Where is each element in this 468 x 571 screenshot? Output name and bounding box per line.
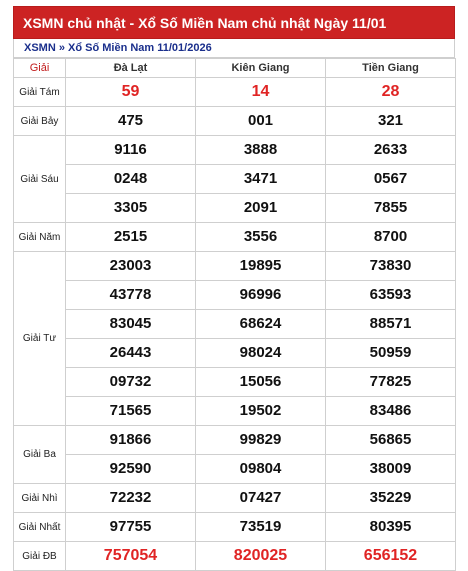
result-number: 0567 [373,170,408,187]
result-number: 43778 [109,286,152,303]
result-number: 99829 [239,431,282,448]
table-row [14,455,456,484]
result-number: 3305 [113,199,148,216]
result-number: 73830 [369,257,412,274]
result-cell [66,107,196,136]
prize-label: Giải Năm [14,223,66,252]
result-cell [326,136,456,165]
result-cell [196,78,326,107]
prize-label: Giải ĐB [14,542,66,571]
breadcrumb[interactable]: XSMN » Xổ Số Miền Nam 11/01/2026 [13,39,455,58]
table-row [14,223,456,252]
result-cell [66,281,196,310]
result-number: 7855 [373,199,408,216]
result-cell [66,78,196,107]
table-row [14,484,456,513]
results-panel [13,6,455,571]
result-number: 38009 [369,460,412,477]
result-cell [66,194,196,223]
result-cell [326,368,456,397]
result-cell [66,484,196,513]
result-number: 63593 [369,286,412,303]
result-cell [326,484,456,513]
result-cell [196,310,326,339]
result-cell [326,513,456,542]
result-number: 92590 [109,460,152,477]
table-row [14,542,456,571]
result-cell [196,513,326,542]
result-number: 3888 [243,141,278,158]
header-province-tien-giang[interactable]: Tiền Giang [326,59,456,78]
table-row [14,426,456,455]
result-number: 2091 [243,199,278,216]
result-number: 09804 [239,460,282,477]
result-cell [66,542,196,571]
result-number: 83486 [369,402,412,419]
result-number: 73519 [239,518,282,535]
result-cell [326,165,456,194]
result-number: 77825 [369,373,412,390]
result-cell [326,339,456,368]
result-number: 50959 [369,344,412,361]
result-number: 35229 [369,489,412,506]
table-row [14,310,456,339]
result-number: 19895 [239,257,282,274]
result-cell [196,281,326,310]
result-number: 001 [247,112,274,129]
result-cell [326,252,456,281]
prize-label: Giải Sáu [14,136,66,223]
table-row [14,194,456,223]
result-cell [66,426,196,455]
table-row [14,136,456,165]
result-cell [196,252,326,281]
results-table [13,58,456,571]
result-cell [196,455,326,484]
result-cell [66,455,196,484]
prize-label: Giải Tư [14,252,66,426]
header-province-kien-giang[interactable]: Kiên Giang [196,59,326,78]
result-number: 3556 [243,228,278,245]
header-row [14,59,456,78]
result-cell [196,426,326,455]
result-cell [66,397,196,426]
result-number: 26443 [109,344,152,361]
results-body [14,78,456,571]
table-row [14,107,456,136]
header-prize: Giải [14,59,66,78]
result-number: 68624 [239,315,282,332]
result-number: 88571 [369,315,412,332]
result-cell [196,136,326,165]
result-number: 71565 [109,402,152,419]
result-number: 3471 [243,170,278,187]
result-number: 23003 [109,257,152,274]
result-number: 2633 [373,141,408,158]
result-number: 97755 [109,518,152,535]
result-number: 0248 [113,170,148,187]
result-cell [326,194,456,223]
result-number: 98024 [239,344,282,361]
result-number: 80395 [369,518,412,535]
table-row [14,368,456,397]
result-cell [326,310,456,339]
result-cell [196,397,326,426]
result-cell [196,368,326,397]
result-cell [326,542,456,571]
result-cell [326,455,456,484]
result-cell [66,165,196,194]
result-number: 656152 [363,547,418,564]
table-row [14,252,456,281]
result-number: 59 [121,83,140,100]
result-cell [326,78,456,107]
result-number: 2515 [113,228,148,245]
header-province-da-lat[interactable]: Đà Lạt [66,59,196,78]
result-cell [196,339,326,368]
result-number: 96996 [239,286,282,303]
result-cell [326,397,456,426]
result-number: 83045 [109,315,152,332]
result-cell [66,223,196,252]
table-row [14,339,456,368]
prize-label: Giải Ba [14,426,66,484]
table-row [14,397,456,426]
result-cell [66,136,196,165]
result-number: 72232 [109,489,152,506]
result-number: 19502 [239,402,282,419]
result-number: 91866 [109,431,152,448]
result-cell [196,194,326,223]
table-row [14,165,456,194]
result-number: 15056 [239,373,282,390]
result-cell [196,107,326,136]
result-cell [66,339,196,368]
result-number: 757054 [103,547,158,564]
result-cell [196,165,326,194]
result-cell [66,252,196,281]
result-cell [326,223,456,252]
result-cell [196,542,326,571]
page-title: XSMN chủ nhật - Xổ Số Miền Nam chủ nhật Ngày 11/01 [13,6,455,39]
result-number: 56865 [369,431,412,448]
prize-label: Giải Nhì [14,484,66,513]
prize-label: Giải Bảy [14,107,66,136]
result-cell [326,281,456,310]
result-cell [326,107,456,136]
result-cell [66,368,196,397]
result-number: 28 [381,83,400,100]
result-number: 14 [251,83,270,100]
result-number: 09732 [109,373,152,390]
prize-label: Giải Tám [14,78,66,107]
result-cell [326,426,456,455]
result-number: 07427 [239,489,282,506]
result-number: 8700 [373,228,408,245]
result-number: 9116 [114,141,147,158]
result-number: 820025 [233,547,288,564]
result-cell [196,223,326,252]
result-number: 475 [117,112,144,129]
prize-label: Giải Nhất [14,513,66,542]
result-cell [66,310,196,339]
result-cell [196,484,326,513]
result-cell [66,513,196,542]
table-row [14,513,456,542]
result-number: 321 [377,112,404,129]
table-row [14,78,456,107]
table-row [14,281,456,310]
